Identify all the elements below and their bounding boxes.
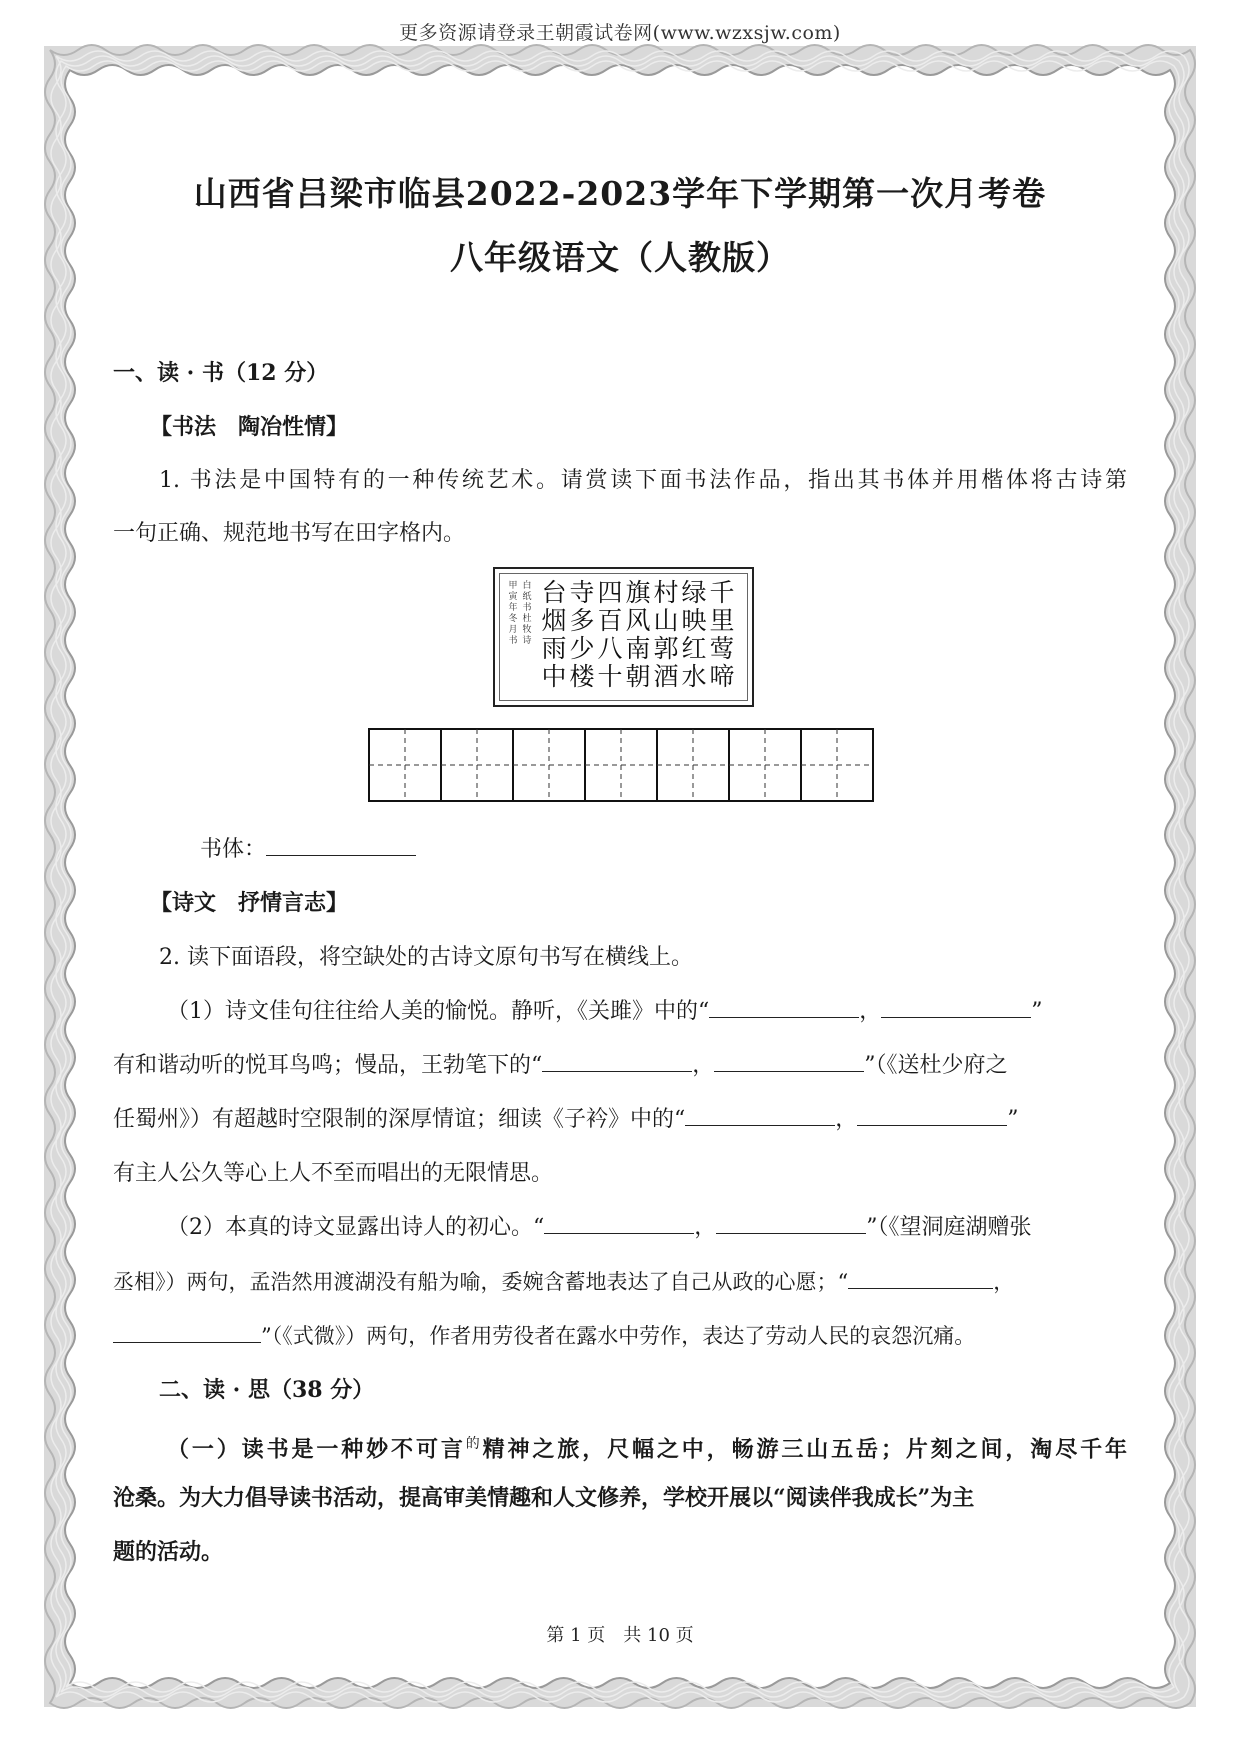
text: （2）本真的诗文显露出诗人的初心。“ xyxy=(167,1215,545,1240)
sub-heading-poetry: 【诗文 抒情言志】 xyxy=(150,890,349,916)
q2-p2-line2 xyxy=(113,1267,1127,1297)
section1-heading: 一、读 · 书（12 分） xyxy=(113,360,329,386)
calligraphy-column: 绿映红水 xyxy=(681,578,707,691)
text: （一）读书是一种妙不可言 xyxy=(167,1436,466,1463)
calligraphy-column: 旗风南朝 xyxy=(625,578,651,691)
blank[interactable] xyxy=(544,1215,694,1234)
q2-p1-line2 xyxy=(113,1051,1127,1081)
text: 丞相》）两句，孟浩然用渡湖没有船为喻，委婉含蓄地表达了自己从政的心愿；“ xyxy=(113,1270,849,1294)
question-1-line2: 一句正确、规范地书写在田字格内。 xyxy=(113,521,466,546)
calligraphy-artwork xyxy=(493,567,754,707)
blank[interactable] xyxy=(542,1053,692,1072)
q2-p1-line1 xyxy=(167,997,1181,1027)
text: ” xyxy=(1031,999,1043,1024)
blank[interactable] xyxy=(881,999,1031,1018)
blank[interactable] xyxy=(714,1053,864,1072)
shuti-field xyxy=(200,835,1214,865)
text: ， xyxy=(835,1107,858,1132)
blank[interactable] xyxy=(113,1324,261,1343)
header-note: 更多资源请登录王朝霞试卷网(www.wzxsjw.com) xyxy=(399,22,841,44)
text: ” xyxy=(1007,1107,1019,1132)
q2-p2-line1 xyxy=(167,1213,1181,1243)
calligraphy-column: 寺多少楼 xyxy=(569,578,595,691)
section2-heading: 二、读 · 思（38 分） xyxy=(159,1377,375,1403)
text: ， xyxy=(692,1053,715,1078)
calligraphy-column: 千里莺啼 xyxy=(709,578,735,691)
blank[interactable] xyxy=(857,1107,1007,1126)
text: （1）诗文佳句往往给人美的愉悦。静听，《关雎》中的“ xyxy=(167,999,710,1024)
text: ， xyxy=(694,1215,717,1240)
shuti-blank[interactable] xyxy=(266,837,416,856)
section2-para-line3: 题的活动。 xyxy=(113,1539,224,1565)
text: ”（《望洞庭湖赠张 xyxy=(866,1215,1032,1240)
tianzige-grid[interactable] xyxy=(368,728,874,802)
question-2-intro: 2. 读下面语段，将空缺处的古诗文原句书写在横线上。 xyxy=(159,945,693,970)
blank[interactable] xyxy=(848,1270,993,1289)
calligraphy-inscription: 甲寅年冬月书 xyxy=(508,581,518,646)
text: ”（《式微》）两句，作者用劳役者在露水中劳作，表达了劳动人民的哀怨沉痛。 xyxy=(261,1324,976,1348)
section2-para-line2: 沧桑。为大力倡导读书活动，提高审美情趣和人文修养，学校开展以“阅读伴我成长”为主 xyxy=(113,1485,975,1511)
blank[interactable] xyxy=(709,999,859,1018)
text: 的 xyxy=(465,1436,483,1452)
q2-p2-line3 xyxy=(113,1321,1127,1351)
text: 精神之旅，尺幅之中，畅游三山五岳；片刻之间，淘尽千年 xyxy=(482,1436,1127,1463)
text: 有和谐动听的悦耳鸟鸣；慢品，王勃笔下的“ xyxy=(113,1053,543,1078)
exam-title: 山西省吕梁市临县2022-2023学年下学期第一次月考卷 xyxy=(193,174,1047,213)
text: ， xyxy=(859,999,882,1024)
calligraphy-column: 四百八十 xyxy=(597,578,623,691)
text: ， xyxy=(993,1270,1015,1294)
page-footer: 第 1 页 共 10 页 xyxy=(546,1625,694,1646)
text: ”（《送杜少府之 xyxy=(864,1053,1008,1078)
calligraphy-column: 村山郭酒 xyxy=(653,578,679,691)
exam-subtitle: 八年级语文（人教版） xyxy=(450,238,790,277)
blank[interactable] xyxy=(685,1107,835,1126)
calligraphy-column: 台烟雨中 xyxy=(541,578,567,691)
blank[interactable] xyxy=(716,1215,866,1234)
q2-p1-line4: 有主人公久等心上人不至而唱出的无限情思。 xyxy=(113,1161,554,1186)
shuti-label: 书体： xyxy=(200,837,267,862)
calligraphy-inscription: 白纸书杜牧诗 xyxy=(522,581,532,646)
question-1-line1: 1. 书法是中国特有的一种传统艺术。请赏读下面书法作品，指出其书体并用楷体将古诗第 xyxy=(159,468,1127,493)
section2-para-line1 xyxy=(167,1429,1127,1464)
text: 任蜀州》）有超越时空限制的深厚情谊；细读《子衿》中的“ xyxy=(113,1107,686,1132)
q2-p1-line3 xyxy=(113,1105,1127,1135)
sub-heading-calligraphy: 【书法 陶冶性情】 xyxy=(150,414,349,440)
